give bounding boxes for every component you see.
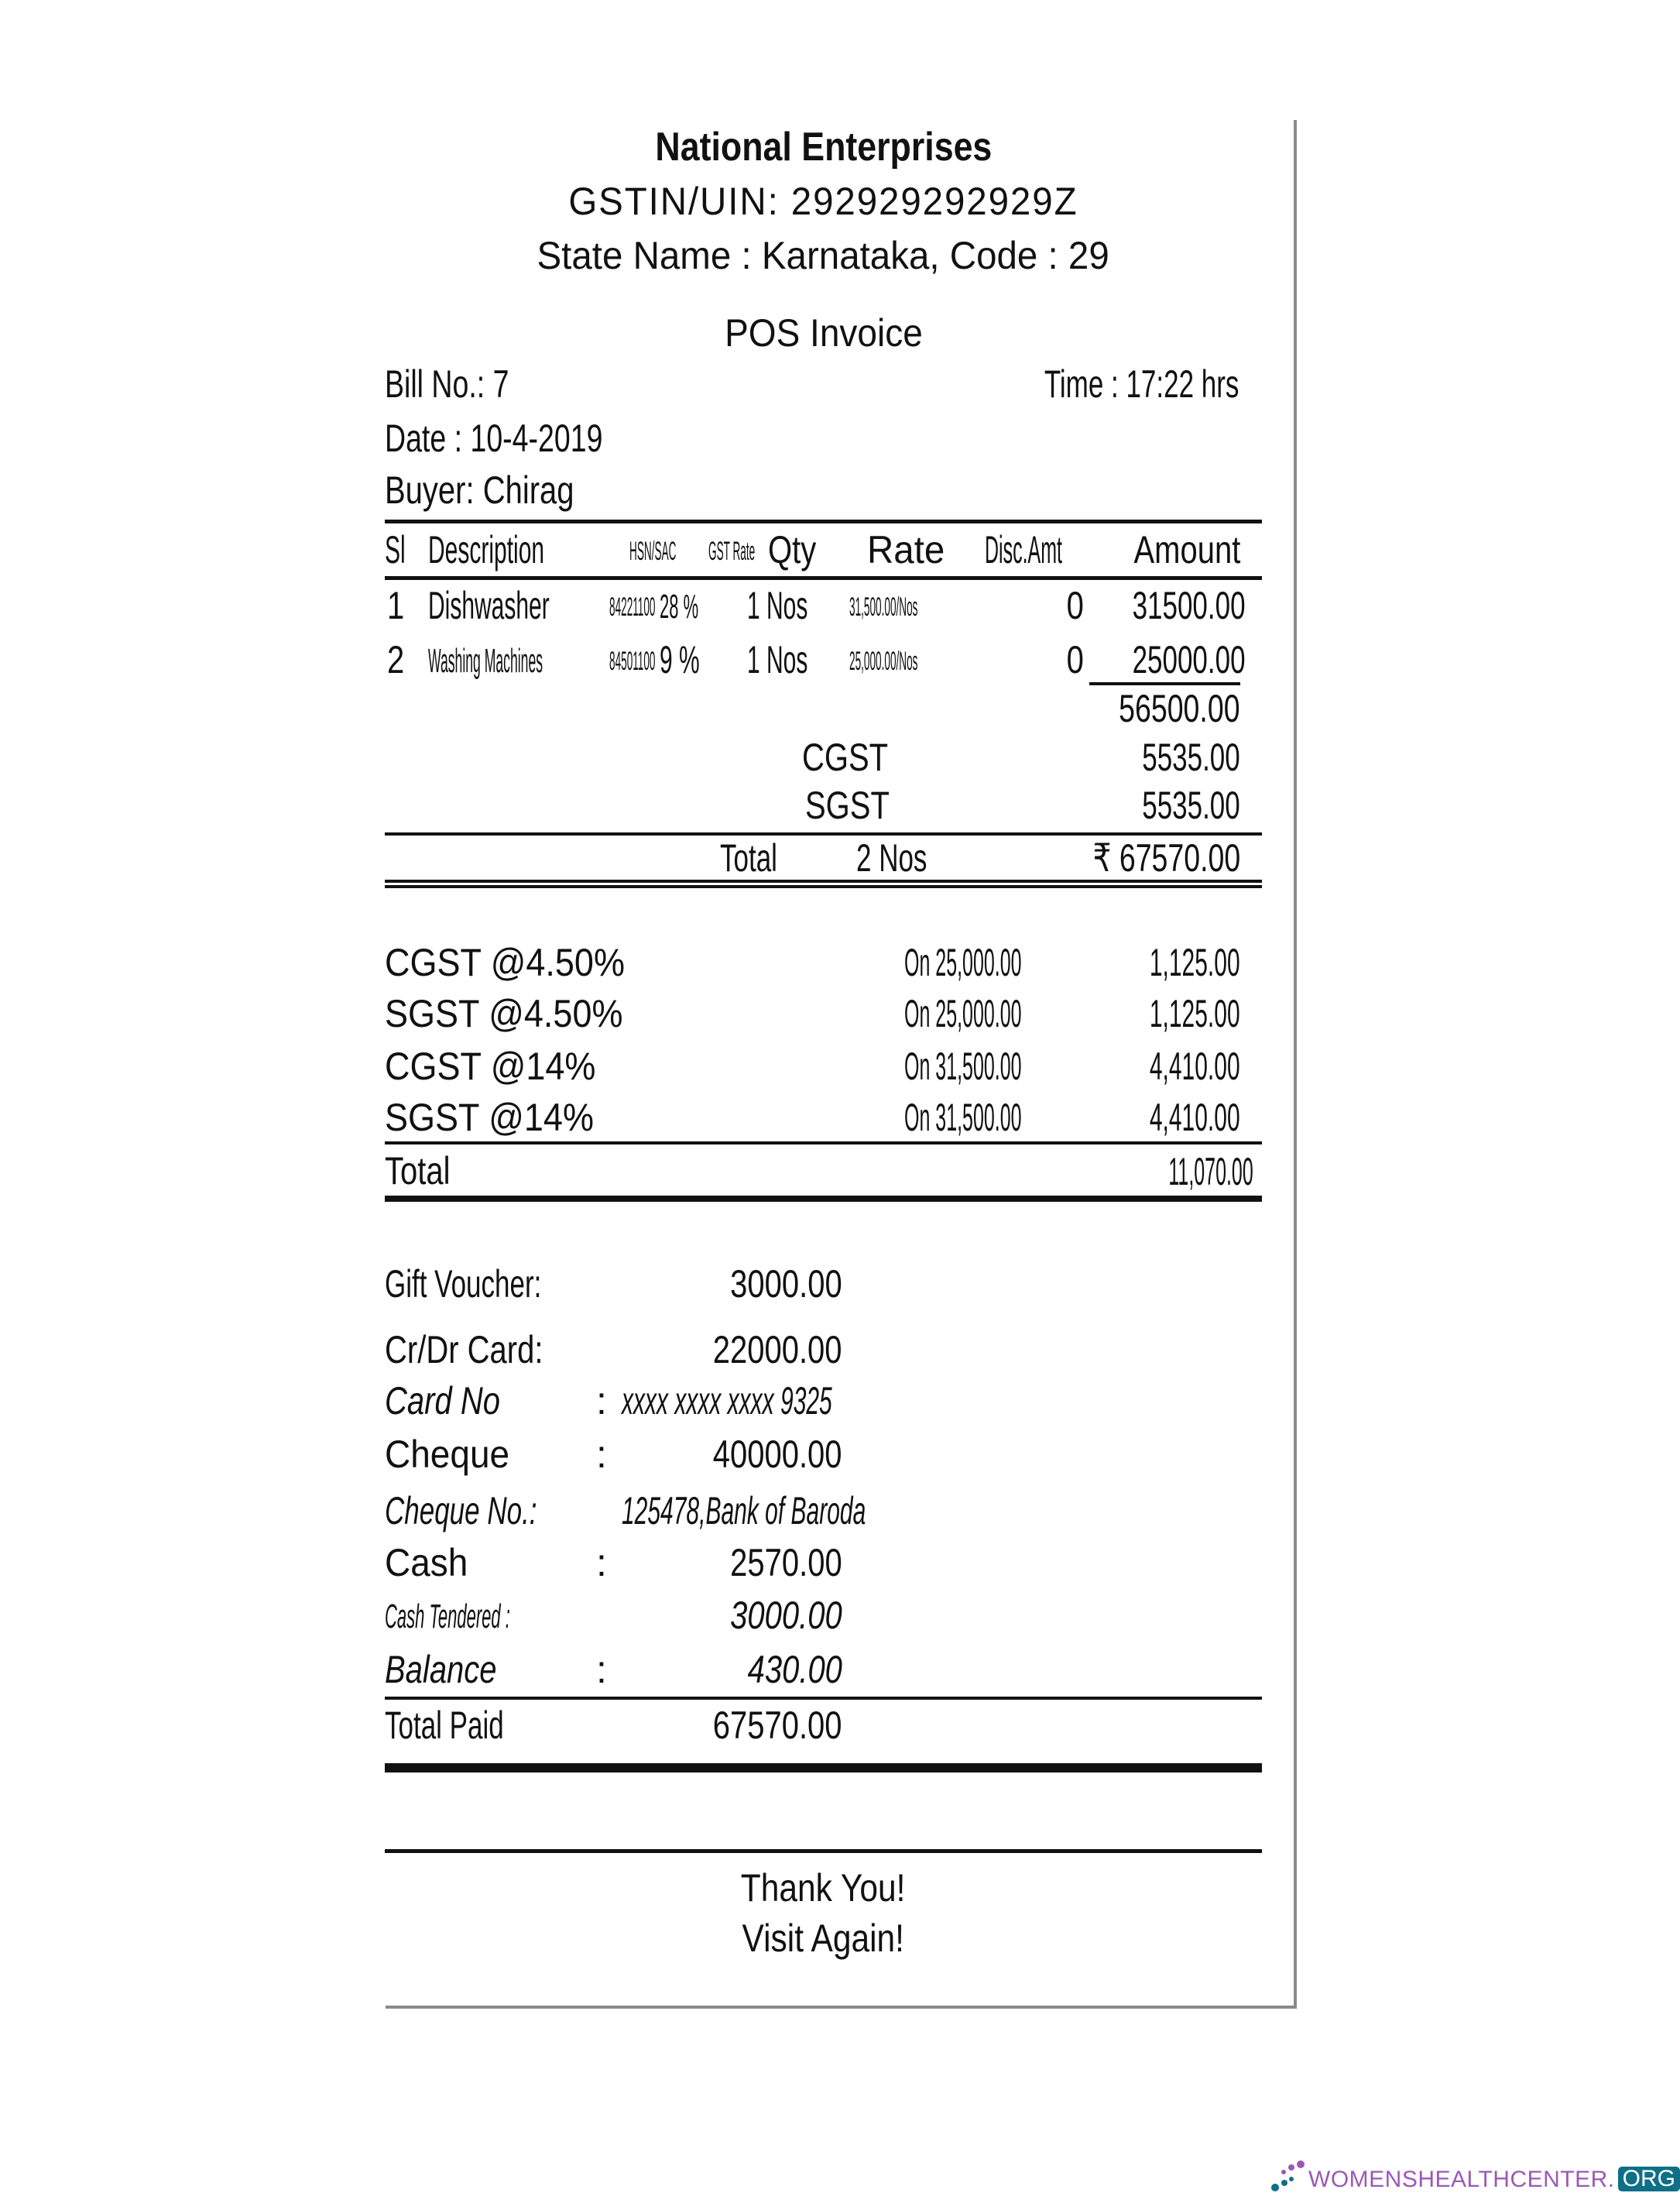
balance-label: Balance	[385, 1648, 497, 1691]
state-name: State Name : Karnataka, Code : 29	[537, 234, 1110, 277]
divider	[385, 1141, 1262, 1144]
row-qty: 1 Nos	[747, 638, 808, 681]
thick-divider	[385, 1196, 1262, 1202]
cgst-label: CGST	[802, 736, 889, 779]
row-hsn: 84221100	[609, 592, 656, 622]
col-hsn: HSN/SAC	[629, 537, 677, 566]
gstin: GSTIN/UIN: 292929292929Z	[568, 180, 1078, 223]
sgst-label: SGST	[805, 784, 890, 827]
col-sl: Sl	[385, 528, 406, 571]
row-disc: 0	[1066, 638, 1084, 681]
tax-amount: 1,125.00	[1150, 992, 1240, 1035]
row-qty: 1 Nos	[747, 584, 808, 627]
cash-separator: :	[596, 1541, 607, 1584]
grand-total-amount: ₹ 67570.00	[1092, 836, 1240, 880]
card-label: Cr/Dr Card:	[385, 1328, 543, 1371]
tax-total-label: Total	[385, 1149, 451, 1193]
document-title: POS Invoice	[724, 311, 923, 355]
row-description: Dishwasher	[428, 584, 550, 627]
card-amount: 22000.00	[713, 1328, 842, 1371]
col-gst-rate: GST Rate	[708, 537, 756, 566]
row-description: Washing Machines	[428, 642, 543, 680]
row-sl: 2	[387, 638, 405, 681]
double-rule-top	[385, 880, 1262, 883]
balance-amount: 430.00	[747, 1648, 842, 1691]
tax-amount: 4,410.00	[1150, 1096, 1240, 1139]
col-disc: Disc.Amt	[985, 528, 1062, 571]
tax-base: On 25,000.00	[904, 992, 1022, 1035]
watermark-badge: ORG	[1618, 2167, 1680, 2191]
tax-total-amount: 11,070.00	[1168, 1150, 1253, 1193]
cheque-no-value: 125478,Bank of Baroda	[622, 1489, 866, 1532]
row-gst-rate: 28 %	[660, 588, 699, 626]
row-sl: 1	[387, 584, 405, 627]
row-gst-rate: 9 %	[660, 638, 700, 681]
dots-logo-icon	[1270, 2160, 1308, 2191]
cheque-label: Cheque	[385, 1433, 510, 1476]
tax-amount: 4,410.00	[1150, 1045, 1240, 1088]
bill-date: Date : 10-4-2019	[385, 417, 603, 460]
tax-base: On 25,000.00	[904, 941, 1022, 984]
cheque-separator: :	[596, 1433, 607, 1476]
cash-amount: 2570.00	[730, 1541, 842, 1584]
gift-voucher-label: Gift Voucher:	[385, 1262, 542, 1306]
receipt-border-right	[1294, 120, 1297, 2007]
sgst-amount: 5535.00	[1142, 784, 1240, 827]
card-no-value: xxxx xxxx xxxx 9325	[622, 1379, 832, 1422]
watermark-text: WOMENSHEALTHCENTER.	[1308, 2167, 1615, 2192]
row-hsn: 84501100	[609, 647, 656, 676]
gift-voucher-amount: 3000.00	[730, 1262, 842, 1306]
cash-tendered-amount: 3000.00	[730, 1594, 842, 1637]
subtotal-amount: 56500.00	[1119, 687, 1240, 730]
card-no-separator: :	[596, 1379, 607, 1422]
tax-base: On 31,500.00	[904, 1096, 1022, 1139]
cheque-no-label: Cheque No.:	[385, 1489, 537, 1532]
col-description: Description	[428, 528, 545, 571]
cgst-amount: 5535.00	[1142, 736, 1240, 779]
col-amount: Amount	[1133, 528, 1240, 571]
row-rate: 25,000.00/Nos	[849, 647, 918, 676]
company-name: National Enterprises	[655, 125, 992, 170]
thank-you-message: Thank You!	[741, 1866, 906, 1910]
col-rate: Rate	[867, 528, 945, 571]
total-paid-label: Total Paid	[385, 1704, 504, 1747]
row-disc: 0	[1066, 584, 1084, 627]
row-rate: 31,500.00/Nos	[849, 592, 918, 622]
tax-base: On 31,500.00	[904, 1045, 1022, 1088]
row-amount: 31500.00	[1132, 584, 1246, 627]
col-qty: Qty	[768, 528, 817, 571]
receipt-border-bottom	[386, 2006, 1297, 2009]
cash-label: Cash	[385, 1541, 468, 1584]
cash-tendered-label: Cash Tendered :	[385, 1597, 510, 1635]
watermark-logo	[1270, 2160, 1680, 2191]
tax-amount: 1,125.00	[1150, 941, 1240, 984]
bill-time: Time : 17:22 hrs	[1044, 362, 1239, 406]
bill-number: Bill No.: 7	[385, 362, 509, 406]
tax-label: SGST @4.50%	[385, 992, 623, 1035]
divider	[385, 1849, 1262, 1853]
row-amount: 25000.00	[1132, 638, 1246, 681]
cheque-amount: 40000.00	[713, 1433, 842, 1476]
thick-divider	[385, 1763, 1262, 1772]
double-rule-bottom	[385, 885, 1262, 888]
buyer-name: Buyer: Chirag	[385, 468, 574, 512]
visit-again-message: Visit Again!	[742, 1917, 905, 1960]
total-qty: 2 Nos	[856, 836, 927, 880]
total-label: Total	[720, 836, 777, 880]
balance-separator: :	[596, 1648, 607, 1691]
tax-label: SGST @14%	[385, 1096, 594, 1139]
tax-label: CGST @4.50%	[385, 941, 625, 984]
total-paid-amount: 67570.00	[713, 1704, 842, 1747]
card-no-label: Card No	[385, 1379, 500, 1422]
tax-label: CGST @14%	[385, 1045, 596, 1088]
